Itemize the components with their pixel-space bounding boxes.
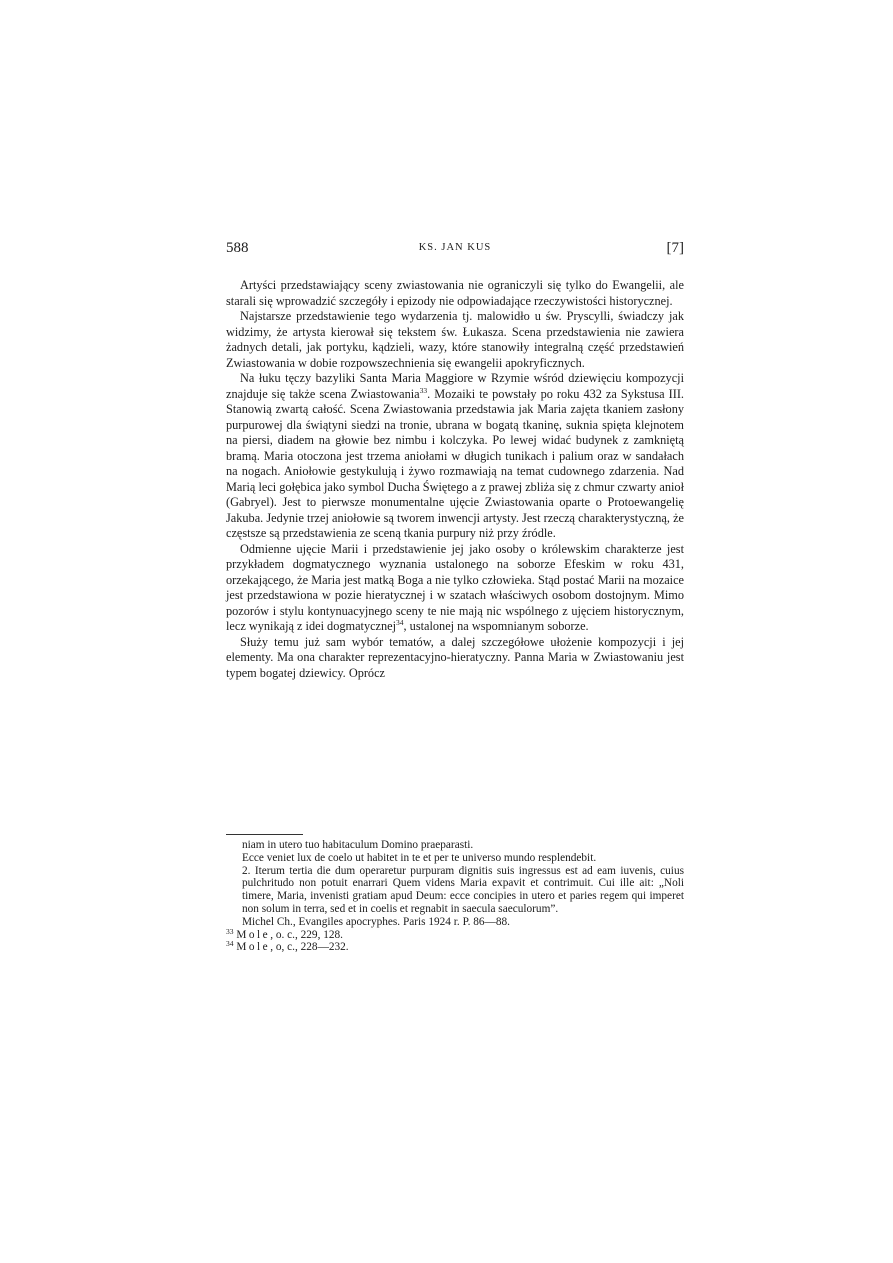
footnote-34-number: 34	[226, 939, 234, 949]
footnote-rule	[226, 834, 303, 835]
footnote-34-text: , o, c., 228—232.	[270, 941, 349, 954]
footnote-cont-line: niam in utero tuo habitaculum Domino praeparasti.	[242, 839, 474, 851]
body-text	[226, 278, 684, 681]
footnote-cont-line: Michel Ch., Evangiles apocryphes. Paris 1924 r. P. 86—88.	[242, 915, 510, 928]
footnote-34-author: Mole	[236, 941, 271, 954]
footnotes	[226, 839, 684, 954]
page-header	[226, 240, 684, 262]
footnote-cont-line: Ecce veniet lux de coelo ut habitet in te et per te universo mundo resplendebit.	[242, 851, 597, 864]
footnote-33-text: , o. c., 229, 128.	[270, 928, 343, 941]
footnote-33-author: Mole	[236, 928, 271, 941]
page-number: 588	[226, 240, 249, 256]
section-number: [7]	[666, 240, 684, 256]
footnote-cont-line: 2. Iterum tertia die dum operaretur purpuram dignitis suis ingressus est ad eam iuvenis, cuius pulchritudo non potuit enarrari Quem videns Maria expavit et contrimuit. Cui ille ait: „Noli timere, Maria, invenisti gratiam apud Deum: ecce concipies in utero et paries regem qui imperet non solum in terra, sed et in coelis et regnabit in saecula saeculorum”.	[242, 864, 684, 915]
paragraph-5: Służy temu już sam wybór tematów, a dalej szczegółowe ułożenie kompozycji i jej elementy. Ma ona charakter reprezentacyjno-hieratyczny. Panna Maria w Zwiastowaniu jest typem bogatej dziewicy. Oprócz	[226, 634, 684, 680]
footnote-34	[226, 941, 684, 954]
paragraph-3-text-a: Na łuku tęczy bazyliki Santa Maria Maggiore w Rzymie wśród dziewięciu kompozycji znajduje się także scena Zwiastowania	[226, 371, 684, 401]
paragraph-4	[226, 542, 684, 635]
footnote-33-number: 33	[226, 926, 234, 936]
paragraph-3-text-b: . Mozaiki te powstały po roku 432 za Sykstusa III. Stanowią zwartą całość. Scena Zwiastowania przedstawia jak Maria zajęta tkaniem zasłony purpurowej dla świątyni siedzi na tronie, ubrana w bogatą tkaninę, suknia spięta klejnotem na piersi, diadem na głowie bez nimbu i kolczyka. Po lewej widać budynek z zamkniętą bramą. Maria otoczona jest trzema aniołami w długich tunikach i palium oraz w sandałach na nogach. Aniołowie gestykulują i żywo rozmawiają na temat cudownego zdarzenia. Nad Marią leci gołębica jako symbol Ducha Świętego a z prawej zbliża się z chmur czwarty anioł (Gabryel). Jest to pierwsze monumentalne ujęcie Zwiastowania oparte o Protoewangelię Jakuba. Jedynie trzej aniołowie są tworem inwencji artysty. Jest rzeczą charakterystyczną, że częstsze są przedstawienia ze sceną tkania purpury niż przy źródle.	[226, 386, 684, 540]
footnote-ref-33: 33	[419, 385, 428, 395]
paragraph-2: Najstarsze przedstawienie tego wydarzenia tj. malowidło u św. Pryscylli, świadczy jak widzimy, że artysta kierował się tekstem św. Łukasza. Scena przedstawienia nie zawiera żadnych detali, jak portyku, kądzieli, wazy, które stanowiły integralną część przedstawień Zwiastowania w dobie rozpowszechnienia się ewangelii apokryficznych.	[226, 309, 684, 370]
running-title: KS. JAN KUS	[418, 242, 492, 253]
paragraph-1: Artyści przedstawiający sceny zwiastowania nie ograniczyli się tylko do Ewangelii, ale starali się wprowadzić szczegóły i epizody nie odpowiadające rzeczywistości historycznej.	[226, 278, 684, 308]
footnote-33	[226, 926, 684, 942]
paragraph-4-text-a: Odmienne ujęcie Marii i przedstawienie jej jako osoby o królewskim charakterze jest przykładem dogmatycznego wyznania ustalonego na soborze Efeskim w roku 431, orzekającego, że Maria jest matką Boga a nie tylko człowieka. Stąd postać Marii na mozaice jest przedstawiona w pozie hieratycznej i w szatach właściwych osobom dostojnym. Mimo pozorów i stylu kontynuacyjnego sceny te nie mają nic wspólnego z ujęciem historycznym, lecz wynikają z idei dogmatycznej	[226, 541, 684, 633]
footnote-continuation	[226, 839, 684, 929]
footnote-ref-34: 34	[396, 618, 404, 627]
paragraph-4-text-b: , ustalonej na wspomnianym soborze.	[403, 619, 589, 633]
paragraph-3	[226, 371, 684, 542]
